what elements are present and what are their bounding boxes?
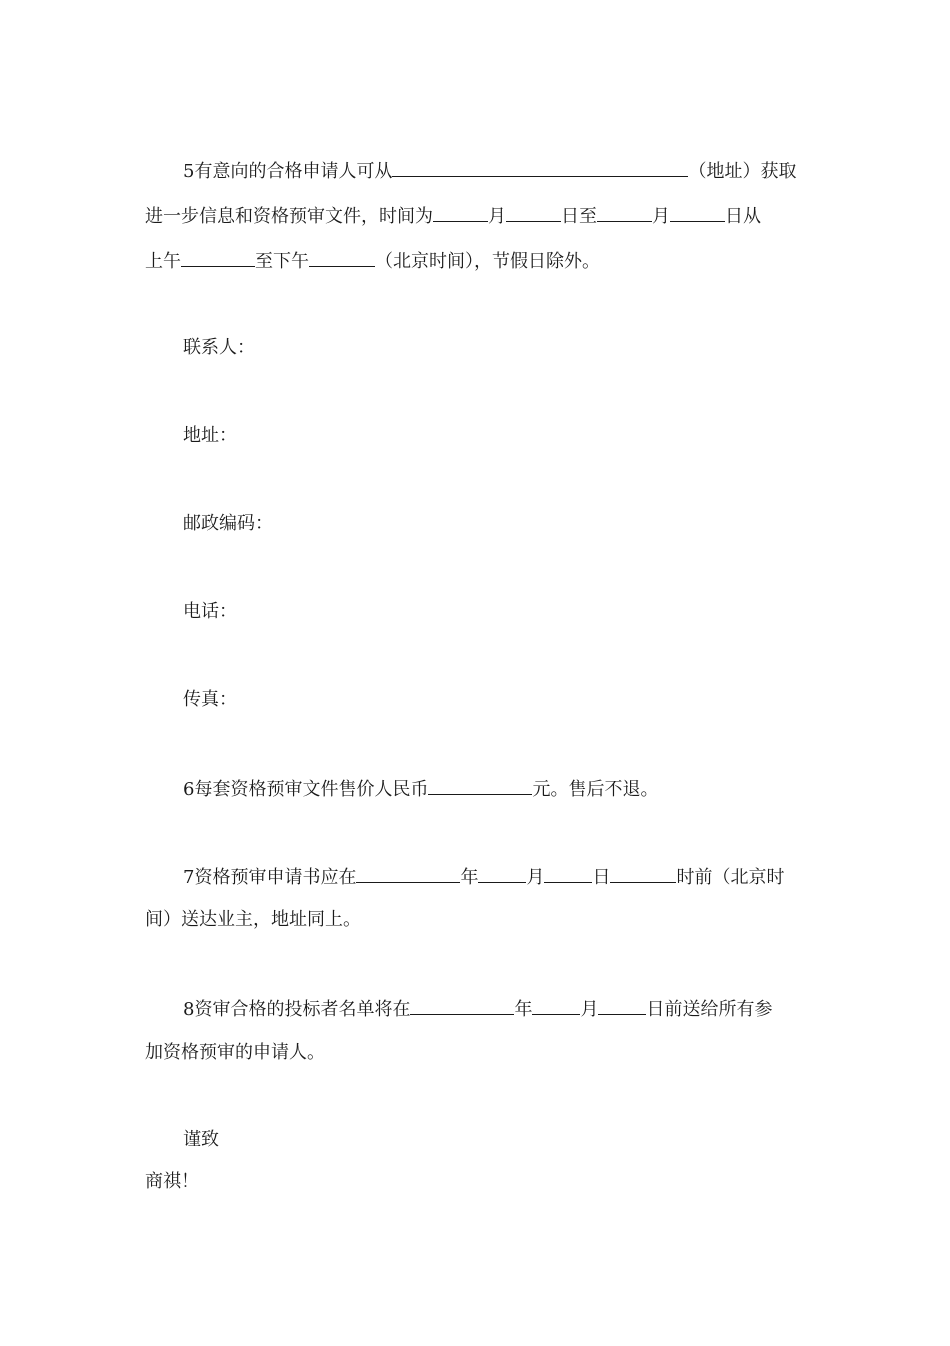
address-blank	[392, 158, 688, 177]
p7-text: 日	[592, 867, 611, 888]
p5-text: 至下午	[255, 251, 309, 272]
end-month-blank	[597, 203, 652, 222]
p6-text: 元。售后不退。	[532, 779, 659, 800]
p7-year-blank	[356, 864, 460, 883]
contact-fax-label: 传真：	[183, 689, 237, 710]
p5-text: （地址）获取	[688, 161, 797, 182]
p5-text: 月	[652, 206, 670, 227]
end-day-blank	[670, 203, 725, 222]
closing-salutation: 谨致	[183, 1129, 219, 1150]
p6-text: 6每套资格预审文件售价人民币	[183, 779, 429, 800]
p8-line-1	[183, 996, 772, 1020]
contact-address-label: 地址：	[183, 425, 237, 446]
p8-year-blank	[410, 996, 514, 1015]
p5-text: 上午	[145, 251, 181, 272]
p5-text: 月	[488, 206, 506, 227]
start-month-blank	[433, 203, 488, 222]
p6-line	[183, 776, 658, 800]
p5-line-1	[183, 158, 796, 182]
p5-text: 日从	[725, 206, 761, 227]
closing-regards: 商祺！	[145, 1171, 199, 1192]
p5-line-2	[145, 203, 761, 227]
p7-hour-blank	[610, 864, 676, 883]
p8-text: 年	[514, 999, 533, 1020]
p8-line-2: 加资格预审的申请人。	[145, 1042, 325, 1063]
p7-line-1	[183, 864, 784, 888]
p5-text: 5有意向的合格申请人可从	[183, 161, 393, 182]
afternoon-time-blank	[309, 248, 375, 267]
p5-text: 进一步信息和资格预审文件，时间为	[145, 206, 433, 227]
p8-month-blank	[532, 996, 580, 1015]
p7-text: 月	[526, 867, 545, 888]
p7-line-2: 间）送达业主，地址同上。	[145, 909, 361, 930]
p7-month-blank	[478, 864, 526, 883]
contact-postcode-label: 邮政编码：	[183, 513, 273, 534]
contact-phone-label: 电话：	[183, 601, 237, 622]
p7-day-blank	[544, 864, 592, 883]
p5-line-3	[145, 248, 600, 272]
p7-text: 时前（北京时	[676, 867, 785, 888]
p8-day-blank	[598, 996, 646, 1015]
p7-text: 7资格预审申请书应在	[183, 867, 357, 888]
morning-time-blank	[181, 248, 255, 267]
p8-text: 月	[580, 999, 599, 1020]
p5-text: （北京时间），节假日除外。	[375, 251, 600, 272]
p8-text: 日前送给所有参	[646, 999, 773, 1020]
p7-text: 年	[460, 867, 479, 888]
price-blank	[428, 776, 532, 795]
contact-person-label: 联系人：	[183, 337, 255, 358]
start-day-blank	[506, 203, 561, 222]
p5-text: 日至	[561, 206, 597, 227]
p8-text: 8资审合格的投标者名单将在	[183, 999, 411, 1020]
